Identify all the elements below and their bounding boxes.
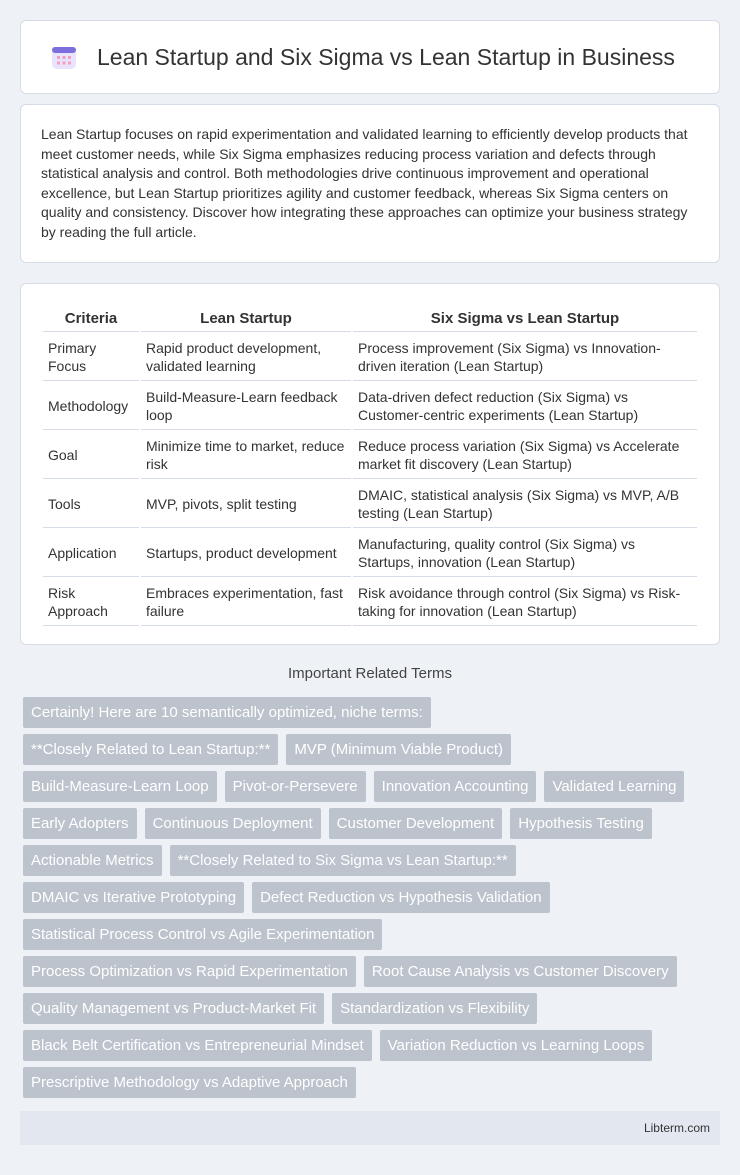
term-tag[interactable]: MVP (Minimum Viable Product) xyxy=(286,734,511,765)
intro-card xyxy=(20,104,720,263)
table-cell: Tools xyxy=(43,481,139,528)
table-cell: Reduce process variation (Six Sigma) vs Accelerate market fit discovery (Lean Startup) xyxy=(353,432,697,479)
term-tag[interactable]: Continuous Deployment xyxy=(145,808,321,839)
term-tag[interactable]: Quality Management vs Product-Market Fit xyxy=(23,993,324,1024)
table-cell: Primary Focus xyxy=(43,334,139,381)
table-header-row xyxy=(43,306,697,332)
table-cell: Startups, product development xyxy=(141,530,351,577)
footer-site-link[interactable]: Libterm.com xyxy=(643,1121,710,1135)
tag-row xyxy=(23,808,723,839)
tag-row xyxy=(23,956,723,987)
term-tag[interactable]: Validated Learning xyxy=(544,771,684,802)
tag-row xyxy=(23,734,723,765)
term-tag[interactable]: Black Belt Certification vs Entrepreneurial Mindset xyxy=(23,1030,372,1061)
table-row xyxy=(43,383,697,430)
page-title: Lean Startup and Six Sigma vs Lean Startup in Business xyxy=(97,43,675,70)
term-tag[interactable]: Standardization vs Flexibility xyxy=(332,993,537,1024)
table-cell: Manufacturing, quality control (Six Sigma) vs Startups, innovation (Lean Startup) xyxy=(353,530,697,577)
term-tag[interactable]: Statistical Process Control vs Agile Experimentation xyxy=(23,919,382,950)
term-tag[interactable]: Pivot-or-Persevere xyxy=(225,771,366,802)
term-tag[interactable]: Customer Development xyxy=(329,808,503,839)
term-tag[interactable]: Variation Reduction vs Learning Loops xyxy=(380,1030,653,1061)
header-lean-startup: Lean Startup xyxy=(141,306,351,332)
term-tag[interactable]: Certainly! Here are 10 semantically optimized, niche terms: xyxy=(23,697,431,728)
table-cell: MVP, pivots, split testing xyxy=(141,481,351,528)
table-cell: Process improvement (Six Sigma) vs Innovation-driven iteration (Lean Startup) xyxy=(353,334,697,381)
term-tag[interactable]: Defect Reduction vs Hypothesis Validation xyxy=(252,882,550,913)
term-tag[interactable]: Early Adopters xyxy=(23,808,137,839)
tag-row xyxy=(23,882,723,913)
table-cell: Data-driven defect reduction (Six Sigma) vs Customer-centric experiments (Lean Startup) xyxy=(353,383,697,430)
term-tag[interactable]: Innovation Accounting xyxy=(374,771,537,802)
table-row xyxy=(43,579,697,626)
tag-row xyxy=(23,1030,723,1061)
table-cell: Application xyxy=(43,530,139,577)
tag-row xyxy=(23,845,723,876)
header-card xyxy=(20,20,720,94)
tag-row xyxy=(23,771,723,802)
table-cell: Risk Approach xyxy=(43,579,139,626)
term-tag[interactable]: Actionable Metrics xyxy=(23,845,162,876)
header-criteria: Criteria xyxy=(43,306,139,332)
term-tag[interactable]: **Closely Related to Lean Startup:** xyxy=(23,734,278,765)
comparison-card xyxy=(20,283,720,645)
table-cell: Minimize time to market, reduce risk xyxy=(141,432,351,479)
footer xyxy=(20,1111,720,1145)
table-row xyxy=(43,481,697,528)
table-row xyxy=(43,432,697,479)
tag-row xyxy=(23,919,723,950)
table-cell: Rapid product development, validated learning xyxy=(141,334,351,381)
table-cell: Methodology xyxy=(43,383,139,430)
term-tag[interactable]: Prescriptive Methodology vs Adaptive Approach xyxy=(23,1067,356,1098)
term-tag[interactable]: Root Cause Analysis vs Customer Discovery xyxy=(364,956,677,987)
table-cell: Goal xyxy=(43,432,139,479)
header-six-sigma-vs-lean: Six Sigma vs Lean Startup xyxy=(353,306,697,332)
table-row xyxy=(43,530,697,577)
table-cell: Embraces experimentation, fast failure xyxy=(141,579,351,626)
tag-row xyxy=(23,1067,723,1098)
intro-text: Lean Startup focuses on rapid experimentation and validated learning to efficiently develop products that meet customer needs, while Six Sigma emphasizes reducing process variation and defects through statistical analysis and control. Both methodologies drive continuous improvement and operational excellence, but Lean Startup prioritizes agility and customer feedback, whereas Six Sigma centers on quality and consistency. Discover how integrating these approaches can optimize your business strategy by reading the full article. xyxy=(41,126,688,240)
table-row xyxy=(43,334,697,381)
term-tag[interactable]: Build-Measure-Learn Loop xyxy=(23,771,217,802)
term-tag[interactable]: DMAIC vs Iterative Prototyping xyxy=(23,882,244,913)
term-tag[interactable]: **Closely Related to Six Sigma vs Lean Startup:** xyxy=(170,845,516,876)
comparison-table xyxy=(41,304,699,628)
calendar-icon xyxy=(51,44,77,70)
tag-row xyxy=(23,993,723,1024)
term-tag[interactable]: Hypothesis Testing xyxy=(510,808,652,839)
related-terms-list xyxy=(23,697,723,1104)
table-cell: DMAIC, statistical analysis (Six Sigma) vs MVP, A/B testing (Lean Startup) xyxy=(353,481,697,528)
table-cell: Build-Measure-Learn feedback loop xyxy=(141,383,351,430)
table-cell: Risk avoidance through control (Six Sigma) vs Risk-taking for innovation (Lean Startup) xyxy=(353,579,697,626)
tag-row xyxy=(23,697,723,728)
term-tag[interactable]: Process Optimization vs Rapid Experimentation xyxy=(23,956,356,987)
related-terms-title: Important Related Terms xyxy=(288,665,452,682)
